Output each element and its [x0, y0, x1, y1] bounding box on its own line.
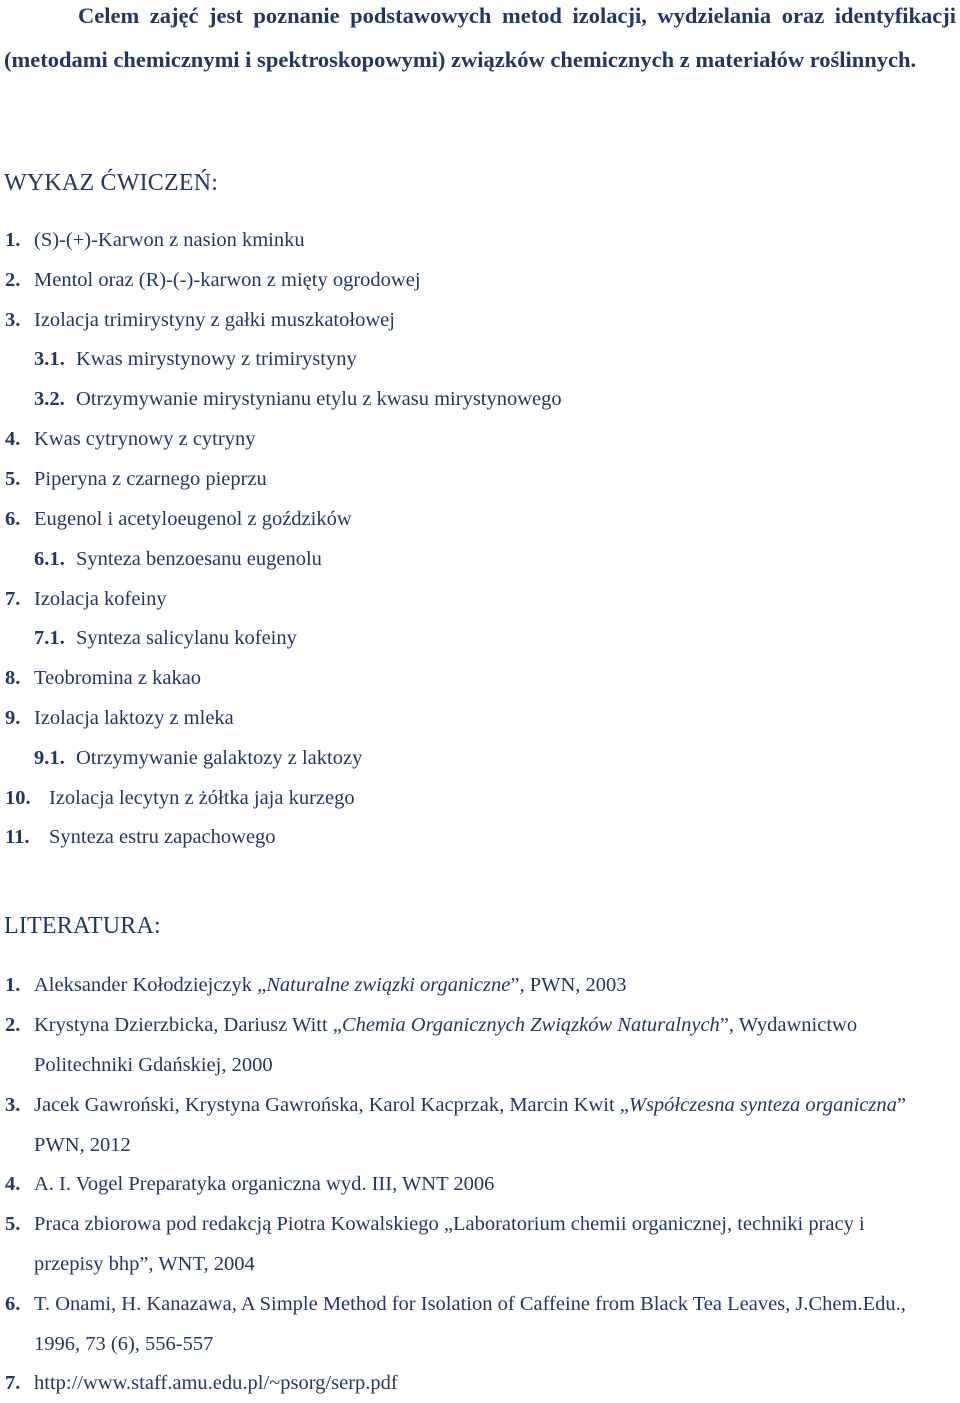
- exercise-item: 9. Izolacja laktozy z mleka: [5, 707, 234, 729]
- exercise-subitem: 3.1. Kwas mirystynowy z trimirystyny: [34, 348, 357, 370]
- exercise-item: 5. Piperyna z czarnego pieprzu: [5, 468, 267, 490]
- exercise-subitem: 9.1. Otrzymywanie galaktozy z laktozy: [34, 747, 363, 769]
- literature-item: 7. http://www.staff.amu.edu.pl/~psorg/serp.pdf: [5, 1372, 398, 1394]
- exercise-item: 10. Izolacja lecytyn z żółtka jaja kurzego: [5, 787, 355, 809]
- literature-item: 3. Jacek Gawroński, Krystyna Gawrońska, Karol Kacprzak, Marcin Kwit „Współczesna synteza organiczna” PWN, 2012: [5, 1094, 906, 1156]
- exercise-item: 1. (S)-(+)-Karwon z nasion kminku: [5, 229, 305, 251]
- exercise-item: 2. Mentol oraz (R)-(-)-karwon z mięty ogrodowej: [5, 269, 421, 291]
- exercise-subitem: 3.2. Otrzymywanie mirystynianu etylu z kwasu mirystynowego: [34, 388, 562, 410]
- exercise-item: 8. Teobromina z kakao: [5, 667, 202, 689]
- exercise-item: 6. Eugenol i acetyloeugenol z goździków: [5, 508, 352, 530]
- literature-heading: LITERATURA:: [4, 913, 161, 939]
- exercise-subitem: 7.1. Synteza salicylanu kofeiny: [34, 627, 297, 649]
- exercise-item: 7. Izolacja kofeiny: [5, 588, 167, 610]
- literature-item: 5. Praca zbiorowa pod redakcją Piotra Kowalskiego „Laboratorium chemii organicznej, techniki pracy i przepisy bhp”, WNT, 2004: [5, 1213, 865, 1275]
- literature-item: 4. A. I. Vogel Preparatyka organiczna wyd. III, WNT 2006: [5, 1173, 495, 1195]
- exercise-subitem: 6.1. Synteza benzoesanu eugenolu: [34, 548, 322, 570]
- literature-item: 6. T. Onami, H. Kanazawa, A Simple Method for Isolation of Caffeine from Black Tea Leaves, J.Chem.Edu., 1996, 73 (6), 556-557: [5, 1293, 906, 1355]
- intro-text: Celem zajęć jest poznanie podstawowych metod izolacji, wydzielania oraz identyfikacji (metodami chemicznymi i spektroskopowymi) związków chemicznych z materiałów roślinnych.: [4, 3, 956, 72]
- literature-item: 1. Aleksander Kołodziejczyk „Naturalne związki organiczne”, PWN, 2003: [5, 974, 627, 996]
- intro-paragraph: [4, 0, 956, 81]
- exercise-item: 11. Synteza estru zapachowego: [5, 826, 276, 848]
- literature-item: 2. Krystyna Dzierzbicka, Dariusz Witt „Chemia Organicznych Związków Naturalnych”, Wydawnictwo Politechniki Gdańskiej, 2000: [5, 1014, 858, 1076]
- exercise-item: 3. Izolacja trimirystyny z gałki muszkatołowej: [5, 309, 395, 331]
- exercise-item: 4. Kwas cytrynowy z cytryny: [5, 428, 256, 450]
- exercises-heading: WYKAZ ĆWICZEŃ:: [4, 170, 219, 196]
- literature-link[interactable]: http://www.staff.amu.edu.pl/~psorg/serp.pdf: [34, 1372, 398, 1394]
